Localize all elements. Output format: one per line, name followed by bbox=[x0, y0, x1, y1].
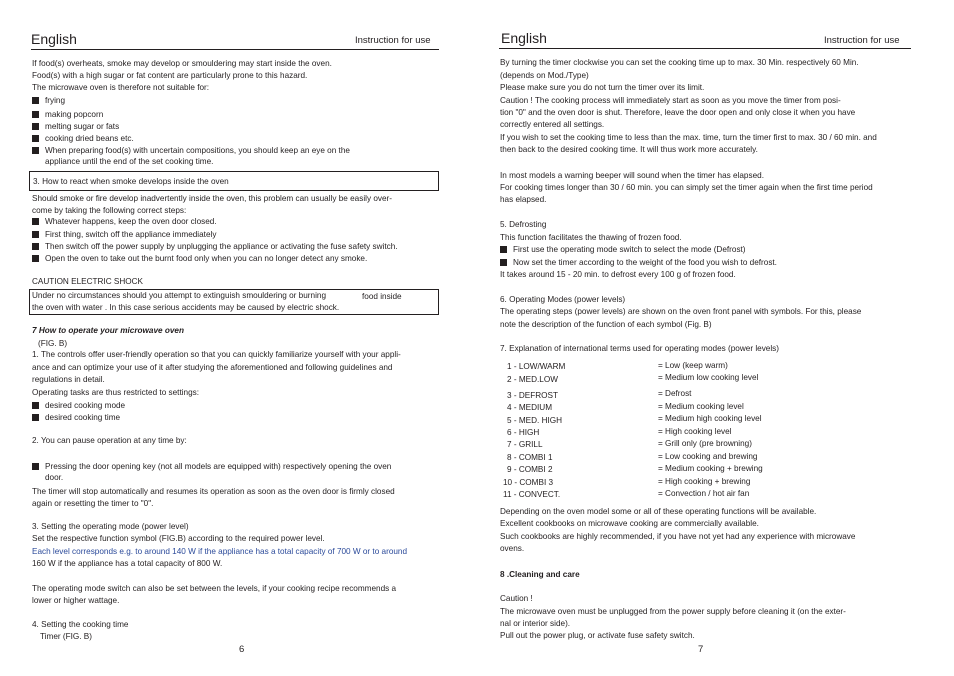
mode-term: 1 - LOW/WARM bbox=[507, 362, 566, 371]
body-text: nal or interior side). bbox=[500, 619, 571, 628]
body-text: 3. Setting the operating mode (power level) bbox=[32, 522, 189, 531]
bullet-icon bbox=[32, 402, 39, 409]
body-text: The timer will stop automatically and resumes its operation as soon as the oven door is firmly closed bbox=[32, 487, 395, 496]
body-text: then back to the desired cooking time. It will thus work more accurately. bbox=[500, 145, 758, 154]
mode-description: = High cooking level bbox=[658, 427, 732, 436]
list-item: Then switch off the power supply by unplugging the appliance or activating the fuse safety switch. bbox=[32, 242, 398, 252]
mode-term: 10 - COMBI 3 bbox=[503, 478, 554, 487]
body-text: Caution ! The cooking process will immediately start as soon as you move the timer from posi- bbox=[500, 96, 841, 105]
bullet-icon bbox=[32, 147, 39, 154]
list-item: First use the operating mode switch to select the mode (Defrost) bbox=[500, 245, 746, 255]
body-text: ance and can optimize your use of it after studying the aforementioned and following guidelines and bbox=[32, 363, 393, 372]
mode-term: 8 - COMBI 1 bbox=[507, 453, 553, 462]
body-text: come by taking the following correct steps: bbox=[32, 206, 187, 215]
mode-description: = Convection / hot air fan bbox=[658, 489, 750, 498]
list-item: Whatever happens, keep the oven door closed. bbox=[32, 217, 217, 227]
mode-term: 11 - CONVECT. bbox=[503, 490, 561, 499]
bullet-icon bbox=[32, 463, 39, 470]
caution-text: food inside bbox=[362, 292, 402, 301]
header-title: Instruction for use bbox=[355, 35, 431, 46]
section-title: 8 .Cleaning and care bbox=[500, 570, 580, 579]
mode-description: = Grill only (pre browning) bbox=[658, 439, 752, 448]
page-number: 7 bbox=[698, 644, 704, 655]
right-page bbox=[477, 0, 954, 676]
mode-term: 7 - GRILL bbox=[507, 440, 543, 449]
body-text: The microwave oven is therefore not suitable for: bbox=[32, 83, 210, 92]
body-text: note the description of the function of each symbol (Fig. B) bbox=[500, 320, 712, 329]
list-item: Open the oven to take out the burnt food only when you can no longer detect any smoke. bbox=[32, 254, 367, 264]
language-heading: English bbox=[31, 31, 77, 47]
mode-term: 3 - DEFROST bbox=[507, 391, 558, 400]
body-text: If you wish to set the cooking time to less than the max. time, turn the timer first to max. 30 / 60 min. and bbox=[500, 133, 877, 142]
list-item: frying bbox=[32, 96, 65, 106]
section-title: 7. Explanation of international terms used for operating modes (power levels) bbox=[500, 344, 779, 353]
body-text: Operating tasks are thus restricted to settings: bbox=[32, 388, 200, 397]
mode-description: = Low (keep warm) bbox=[658, 361, 728, 370]
bullet-icon bbox=[500, 259, 507, 266]
caution-text: the oven with water . In this case serious accidents may be caused by electric shock. bbox=[32, 303, 340, 312]
bullet-icon bbox=[500, 246, 507, 253]
body-text: Please make sure you do not turn the timer over its limit. bbox=[500, 83, 705, 92]
body-text: regulations in detail. bbox=[32, 375, 105, 384]
bullet-icon bbox=[32, 123, 39, 130]
body-text: again or resetting the timer to "0". bbox=[32, 499, 154, 508]
body-text: The microwave oven must be unplugged from the power supply before cleaning it (on the exter- bbox=[500, 607, 846, 616]
body-text: Set the respective function symbol (FIG.B) according to the required power level. bbox=[32, 534, 325, 543]
body-text: 160 W if the appliance has a total capacity of 800 W. bbox=[32, 559, 223, 568]
list-item: melting sugar or fats bbox=[32, 122, 119, 132]
header-rule bbox=[499, 48, 911, 49]
mode-term: 5 - MED. HIGH bbox=[507, 416, 563, 425]
bullet-icon bbox=[32, 97, 39, 104]
list-item: desired cooking mode bbox=[32, 401, 125, 411]
body-text: Excellent cookbooks on microwave cooking are commercially available. bbox=[500, 519, 759, 528]
body-text: 4. Setting the cooking time bbox=[32, 620, 129, 629]
body-text: 1. The controls offer user-friendly operation so that you can quickly familiarize yourself with your appli- bbox=[32, 350, 401, 359]
language-heading: English bbox=[501, 30, 547, 46]
section-title: 6. Operating Modes (power levels) bbox=[500, 295, 626, 304]
body-text: correctly entered all settings. bbox=[500, 120, 605, 129]
mode-description: = Medium low cooking level bbox=[658, 373, 759, 382]
body-text: Depending on the oven model some or all of these operating functions will be available. bbox=[500, 507, 817, 516]
section-title: 7 How to operate your microwave oven bbox=[32, 326, 184, 335]
page-number: 6 bbox=[239, 644, 245, 655]
list-item: making popcorn bbox=[32, 110, 103, 120]
bullet-icon bbox=[32, 414, 39, 421]
list-item: Pressing the door opening key (not all models are equipped with) respectively opening the oven bbox=[32, 462, 391, 472]
body-text: tion "0" and the oven door is shut. Therefore, leave the door open and only close it when you have bbox=[500, 108, 856, 117]
body-text: ovens. bbox=[500, 544, 525, 553]
body-text: appliance until the end of the set cooking time. bbox=[45, 157, 214, 166]
list-item: Now set the timer according to the weight of the food you wish to defrost. bbox=[500, 258, 777, 268]
body-text: Such cookbooks are highly recommended, if you have not yet had any experience with microwave bbox=[500, 532, 856, 541]
body-text: lower or higher wattage. bbox=[32, 596, 120, 605]
body-text: Caution ! bbox=[500, 594, 533, 603]
mode-description: = Medium cooking level bbox=[658, 402, 744, 411]
body-text: By turning the timer clockwise you can set the cooking time up to max. 30 Min. respectively 60 Min. bbox=[500, 58, 859, 67]
mode-term: 9 - COMBI 2 bbox=[507, 465, 553, 474]
body-text: door. bbox=[45, 473, 64, 482]
body-text: If food(s) overheats, smoke may develop or smouldering may start inside the oven. bbox=[32, 59, 332, 68]
body-text: The operating mode switch can also be set between the levels, if your cooking recipe recommends a bbox=[32, 584, 397, 593]
section-heading: 3. How to react when smoke develops inside the oven bbox=[33, 177, 229, 186]
body-text: Pull out the power plug, or activate fuse safety switch. bbox=[500, 631, 695, 640]
figure-reference: (FIG. B) bbox=[38, 339, 68, 348]
bullet-icon bbox=[32, 231, 39, 238]
list-item: desired cooking time bbox=[32, 413, 120, 423]
body-text: For cooking times longer than 30 / 60 min. you can simply set the timer again when the first time period bbox=[500, 183, 873, 192]
mode-description: = High cooking + brewing bbox=[658, 477, 751, 486]
list-item: When preparing food(s) with uncertain compositions, you should keep an eye on the bbox=[32, 146, 350, 156]
list-item: First thing, switch off the appliance immediately bbox=[32, 230, 216, 240]
caution-heading: CAUTION ELECTRIC SHOCK bbox=[32, 277, 143, 286]
body-text: Food(s) with a high sugar or fat content are particularly prone to this hazard. bbox=[32, 71, 308, 80]
body-text: has elapsed. bbox=[500, 195, 547, 204]
body-text: In most models a warning beeper will sound when the timer has elapsed. bbox=[500, 171, 764, 180]
caution-text: Under no circumstances should you attempt to extinguish smouldering or burning bbox=[32, 291, 326, 300]
mode-description: = Medium cooking + brewing bbox=[658, 464, 763, 473]
body-text: This function facilitates the thawing of frozen food. bbox=[500, 233, 682, 242]
bullet-icon bbox=[32, 255, 39, 262]
mode-term: 2 - MED.LOW bbox=[507, 375, 558, 384]
bullet-icon bbox=[32, 218, 39, 225]
body-text: 2. You can pause operation at any time by: bbox=[32, 436, 187, 445]
header-rule bbox=[31, 49, 439, 50]
mode-description: = Low cooking and brewing bbox=[658, 452, 758, 461]
mode-description: = Medium high cooking level bbox=[658, 414, 762, 423]
list-item: cooking dried beans etc. bbox=[32, 134, 134, 144]
mode-term: 6 - HIGH bbox=[507, 428, 540, 437]
highlighted-text: Each level corresponds e.g. to around 140 W if the appliance has a total capacity of 700 W or to around bbox=[32, 547, 408, 556]
bullet-icon bbox=[32, 111, 39, 118]
body-text: The operating steps (power levels) are shown on the oven front panel with symbols. For this, please bbox=[500, 307, 862, 316]
header-title: Instruction for use bbox=[824, 35, 900, 46]
section-title: 5. Defrosting bbox=[500, 220, 547, 229]
mode-term: 4 - MEDIUM bbox=[507, 403, 553, 412]
bullet-icon bbox=[32, 243, 39, 250]
bullet-icon bbox=[32, 135, 39, 142]
body-text: Timer (FIG. B) bbox=[40, 632, 92, 641]
body-text: It takes around 15 - 20 min. to defrost every 100 g of frozen food. bbox=[500, 270, 736, 279]
body-text: (depends on Mod./Type) bbox=[500, 71, 589, 80]
mode-description: = Defrost bbox=[658, 389, 692, 398]
body-text: Should smoke or fire develop inadvertently inside the oven, this problem can usually be easily over- bbox=[32, 194, 392, 203]
